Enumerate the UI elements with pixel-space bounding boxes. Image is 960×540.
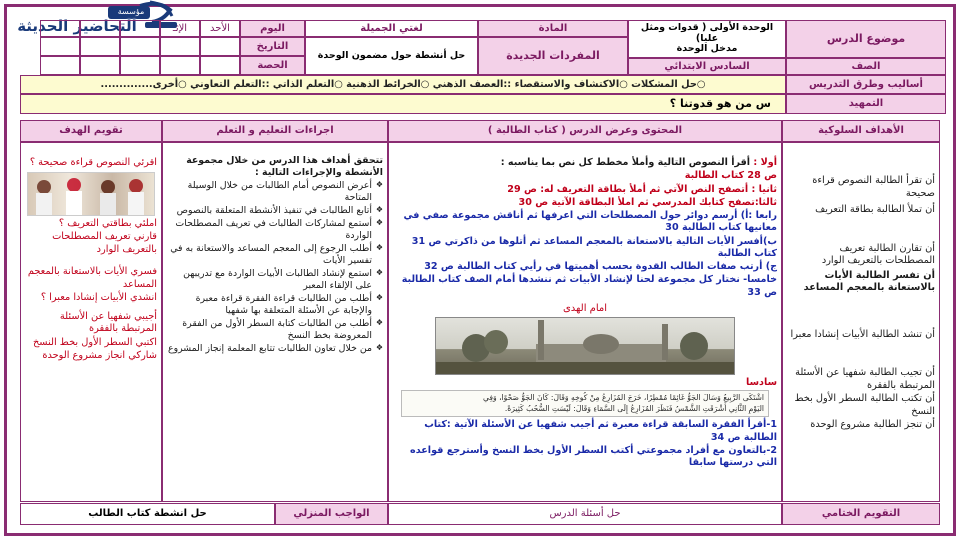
period-cell — [200, 56, 240, 75]
content-item-1 — [393, 157, 777, 169]
intro-label: التمهيد — [786, 94, 946, 114]
objective-item: أن تنجز الطالبة مشروع الوحدة — [810, 419, 935, 431]
objective-item: أن تنشد الطالبة الأبيات إنشادا معبرا — [790, 328, 935, 340]
procedures-column — [162, 142, 388, 502]
day-cell — [80, 20, 120, 37]
procedure-item: ❖ استمع لإنشاد الطالبات الأبيات الواردة مع تدريبهن على الإلقاء المعبر — [167, 268, 383, 292]
evaluation-item: فسري الأيات بالاستعانة بالمعجم المساعد — [27, 266, 157, 290]
evaluation-item: اكتبي السطر الأول بخط النسخ — [32, 336, 157, 348]
logo-small-text: مؤسسة — [117, 7, 145, 16]
period-cell — [120, 56, 160, 75]
evaluation-item: أجيبي شفهيا عن الأسئلة المرتبطة بالفقرة — [59, 310, 157, 335]
procedure-item: ❖ أعرض النصوص أمام الطالبات من خلال الوسيلة المتاحة — [167, 180, 383, 204]
intro-value: س من هو قدوتنا ؟ — [20, 94, 786, 114]
objectives-column — [782, 142, 940, 502]
col-header-objectives: الأهداف السلوكية — [782, 120, 940, 142]
homework-label: الواجب المنزلي — [275, 503, 388, 525]
lesson-topic-label: موضوع الدرس — [786, 20, 946, 58]
evaluation-item: اقرئي النصوص قراءة صحيحة ؟ — [29, 157, 157, 168]
day-ithnayn: الإثـ — [160, 20, 200, 37]
day-ahad: الأحد — [200, 20, 240, 37]
subject-label: المادة — [478, 20, 628, 37]
evaluation-column — [20, 142, 162, 502]
objective-item: أن تقرأ الطالبة النصوص قراءة صحيحة — [812, 175, 935, 199]
activity-title: حل أنشطة حول مضمون الوحدة — [305, 37, 478, 75]
content-text-first: أقرأ النصوص التالية وأملأ مخطط كل نص بما يناسبه : — [500, 157, 751, 168]
day-cell — [40, 20, 80, 37]
procedure-item: ❖ من خلال تعاون الطالبات تتابع المعلمة إنجاز المشروع — [167, 343, 383, 355]
date-cell — [80, 37, 120, 56]
sixth-heading: سادسا — [746, 376, 777, 388]
procedure-item: ❖ أطلب الرجوع إلى المعجم المساعد والاستعانة به في تفسير الأيات — [167, 243, 383, 267]
date-cell — [200, 37, 240, 56]
content-item-4: رابعا :أ) أرسم دوائر حول المصطلحات التي اعرفها ثم أناقش مجموعة صفي في معانيها كتاب الطالبة 30 — [403, 210, 777, 234]
content-item-9: 2-بالتعاون مع أفراد مجموعتي أكتب السطر الأول بخط النسخ وأسترجع قواعده التي درستها سابقا — [410, 444, 777, 469]
content-item-1-ref: ص 28 كتاب الطالبة — [684, 170, 777, 182]
lesson-questions: حل أسئلة الدرس — [388, 503, 782, 525]
date-cell — [120, 37, 160, 56]
evaluation-item: املئي بطاقتي التعريف ؟ — [58, 217, 157, 229]
objective-item: أن تقارن الطالبة تعريف المصطلحات بالتعريف الوارد — [821, 242, 935, 267]
period-label: الحصة — [240, 56, 305, 75]
content-item-8: 1-أقرأ الفقرة السابقة قراءة معبرة ثم أجيب شفهيا عن الأسئلة الآتية :كتاب الطالبة ص 34 — [424, 419, 777, 443]
content-column — [388, 142, 782, 502]
day-label: اليوم — [240, 20, 305, 37]
content-heading-first: أولا : — [753, 157, 777, 168]
objective-item: أن تملأ الطالبة بطاقة التعريف — [815, 204, 935, 216]
date-cell — [40, 37, 80, 56]
evaluation-item: قارني تعريف المصطلحات بالتعريف الوارد — [52, 231, 157, 255]
students-drawing — [28, 173, 154, 215]
unit-info — [628, 20, 786, 58]
col-header-procedures: اجراءات التعليم و التعلم — [162, 120, 388, 142]
period-cell — [40, 56, 80, 75]
evaluation-item: انشدي الأبيات إنشادا معبرا ؟ — [40, 292, 157, 304]
students-image — [27, 172, 155, 216]
procedures-intro: تتحقق أهداف هذا الدرس من خلال مجموعة الأنشطة والإجراءات التالية : — [186, 155, 383, 179]
quote-line: اليَوْمِ الثَّانِي أَشْرَقَتِ الشَّمْسُ فَنَظَرَ المُزَارِعُ إِلَى السَّمَاءِ وَقَالَ: لَيْسَتِ السُّحُبُ كَثِيرَةً. — [504, 403, 764, 413]
unit-subtitle: مدخل الوحدة — [676, 43, 738, 55]
content-item-3: ثالثا:تصفح كتابك المدرسي ثم املأ البطاقة الآتية ص 30 — [518, 196, 777, 208]
image-caption: امام الهدى — [562, 302, 608, 314]
procedure-item: ❖ أستمع لمشاركات الطالبات في تعريف المصطلحات الواردة — [167, 218, 383, 242]
objective-item: أن تكتب الطالبة السطر الأول بخط النسخ — [794, 393, 935, 417]
grade-label: الصف — [786, 58, 946, 75]
content-item-7: خامسا- نختار كل مجموعة لحنا لإنشاد الأبيات ثم ننشدها أمام الصف كتاب الطالبة ص 33 — [401, 274, 777, 298]
date-label: التاريخ — [240, 37, 305, 56]
content-item-2: ثانيا : أتصفح النص الآتي ثم أملأ بطاقة التعريف له: ص 29 — [507, 183, 777, 195]
period-cell — [80, 56, 120, 75]
mosque-drawing — [436, 318, 734, 374]
evaluation-item: شاركي انجاز مشروع الوحدة — [42, 350, 157, 362]
subject-value: لغتي الجميلة — [305, 20, 478, 37]
objective-item: أن تفسر الطالبة الأيات بالاستعانة بالمعجم المساعد — [803, 269, 935, 294]
quote-line: اشْتَكَى الرَّبِيعُ وَسَالَ الجَوُّ غَائِمًا مُمْطِرًا، خَرَجَ المُزَارِعُ مِنْ كُوخِهِ وَقَالَ: كَانَ الجَوُّ صَحْوًا، وَفِي — [483, 392, 764, 402]
objective-item: أن تجيب الطالبة شفهيا عن الأسئلة المرتبطة بالفقرة — [795, 367, 935, 391]
unit-title: الوحدة الأولى ( قدوات ومثل عليا) — [640, 21, 774, 44]
procedure-item: ❖ أطلب من الطالبات كتابة السطر الأول من الفقرة المعروضة بخط النسخ — [167, 318, 383, 342]
methods-value: ○حل المشكلات ○الاكتشاف والاستقصاء ::العصف الذهني ○الخرائط الذهنية ○التعلم الذاتي ::التعلم التعاوني ○أخرى.............. — [20, 75, 786, 94]
quote-box — [401, 390, 769, 417]
col-header-evaluation: تقويم الهدف — [20, 120, 162, 142]
procedure-item: ❖ أتابع الطالبات في تنفيذ الأنشطة المتعلقة بالنصوص — [167, 205, 383, 217]
day-cell — [120, 20, 160, 37]
mosque-image — [435, 317, 735, 375]
period-cell — [160, 56, 200, 75]
final-eval-label: التقويم الختامي — [782, 503, 940, 525]
procedure-item: ❖ أطلب من الطالبات قراءة الفقرة قراءة معبرة والإجابة عن الأسئلة المتعلقة بها شفهيا — [167, 293, 383, 317]
col-header-content: المحتوى وعرض الدرس ( كتاب الطالبة ) — [388, 120, 782, 142]
content-item-5: ب)أفسر الأيات التالية بالاستعانة بالمعجم المساعد ثم أتلوها من ذاكرتي ص 31 كتاب الطالبة — [411, 235, 777, 259]
content-item-6: ج) أرتب صفات الطالب القدوة بحسب أهميتها في رأيي كتاب الطالبة ص 32 — [424, 261, 777, 273]
methods-label: أساليب وطرق التدريس — [786, 75, 946, 94]
new-vocab-label: المفردات الجديدة — [478, 37, 628, 75]
date-cell — [160, 37, 200, 56]
grade-value: السادس الابتدائي — [628, 58, 786, 75]
homework-value: حل انشطة كتاب الطالب — [20, 503, 275, 525]
logo-name: التحاضير الحديثة — [17, 17, 137, 35]
